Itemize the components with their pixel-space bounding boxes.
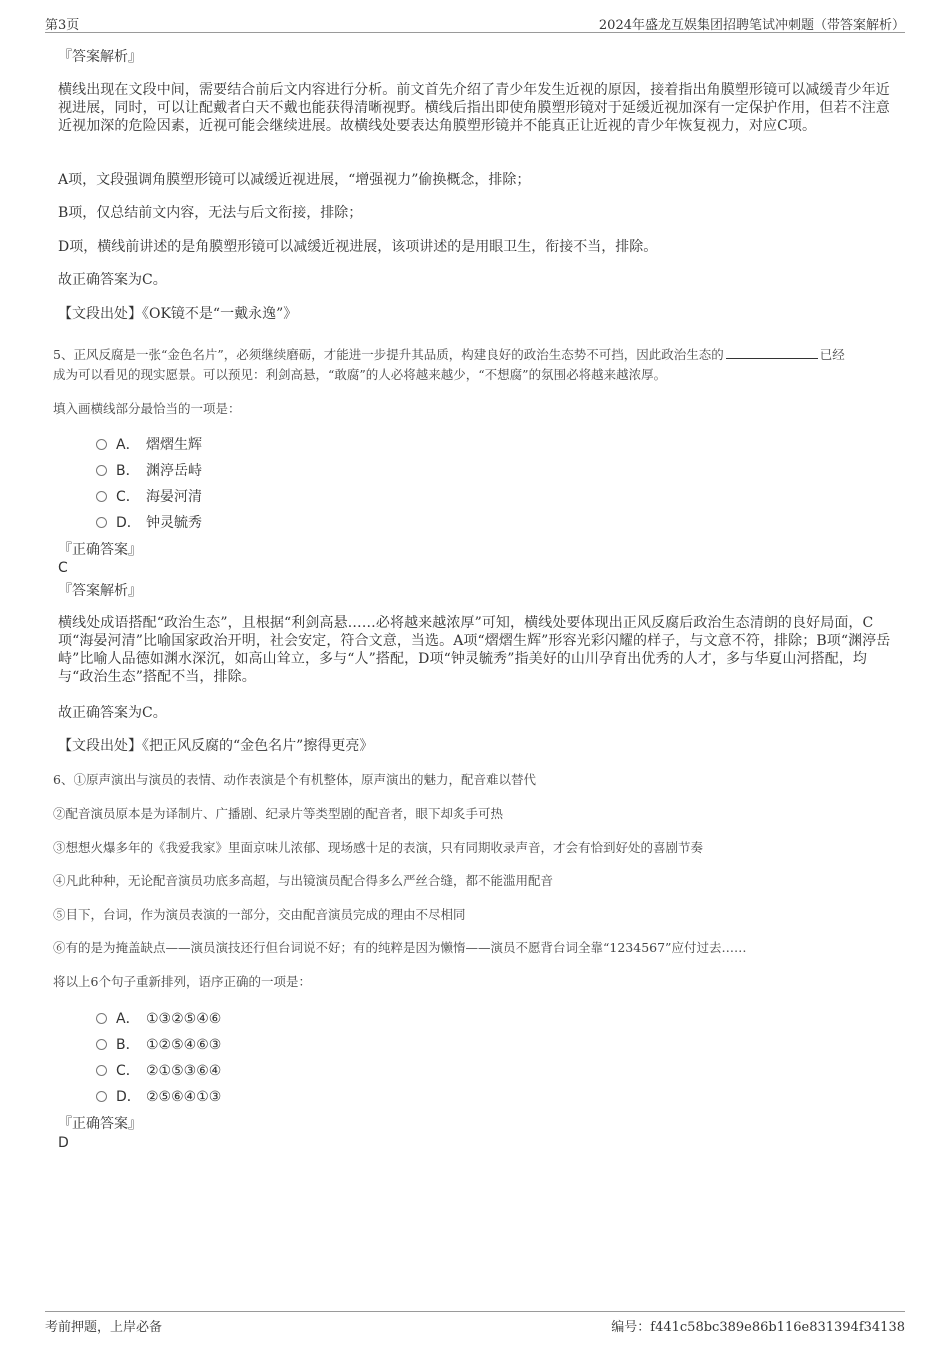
- radio-icon[interactable]: [96, 1091, 107, 1102]
- correct-answer-label: 『正确答案』: [58, 542, 142, 558]
- analysis-text: 横线处成语搭配“政治生态”，且根据“利剑高悬……必将越来越浓厚”可知，横线处要体现出正风反腐后政治生态清朗的良好局面，C项“海晏河清”比喻国家政治开明，社会安定，符合文意，当选。A项“熠熠生辉”形容光彩闪耀的样子，与文意不符，排除；B项“渊渟岳峙”比喻人品德如渊水深沉，如高山耸立，多与“人”搭配，D项“钟灵毓秀”指美好的山川孕育出优秀的人才，多与华夏山河搭配，均与“政治生态”搭配不当，排除。: [58, 615, 891, 685]
- document-serial: 编号：f441c58bc389e86b116e831394f34138: [611, 1320, 905, 1335]
- q5-option-b[interactable]: B． 渊渟岳峙: [96, 462, 202, 480]
- source-citation: 【文段出处】《OK镜不是“一戴永逸”》: [58, 306, 298, 322]
- radio-icon[interactable]: [96, 465, 107, 476]
- radio-icon[interactable]: [96, 1039, 107, 1050]
- page-number: 第3页: [45, 18, 80, 33]
- answer-blank: [726, 346, 818, 359]
- footer-slogan: 考前押题，上岸必备: [45, 1320, 163, 1335]
- question-6-sentence-2: ②配音演员原本是为译制片、广播剧、纪录片等类型剧的配音者，眼下却炙手可热: [53, 806, 504, 821]
- question-6-sentence-6: ⑥有的是为掩盖缺点——演员演技还行但台词说不好；有的纯粹是因为懒惰——演员不愿背台词全靠“1234567”应付过去……: [53, 940, 747, 955]
- radio-icon[interactable]: [96, 439, 107, 450]
- correct-answer: C: [58, 560, 68, 576]
- answer-conclusion: 故正确答案为C。: [58, 705, 167, 721]
- page-header: [45, 12, 905, 33]
- analysis-option-a: A项，文段强调角膜塑形镜可以减缓近视进展，“增强视力”偷换概念，排除；: [58, 172, 531, 188]
- correct-answer: D: [58, 1135, 69, 1151]
- q6-option-a[interactable]: A． ①③②⑤④⑥: [96, 1010, 221, 1028]
- question-6-sentence-5: ⑤目下，台词，作为演员表演的一部分，交由配音演员完成的理由不尽相同: [53, 907, 466, 922]
- q6-option-b[interactable]: B． ①②⑤④⑥③: [96, 1036, 221, 1054]
- radio-icon[interactable]: [96, 517, 107, 528]
- analysis-label: 『答案解析』: [58, 49, 142, 65]
- question-6-sentence-3: ③想想火爆多年的《我爱我家》里面京味儿浓郁、现场感十足的表演，只有同期收录声音，才会有恰到好处的喜剧节奏: [53, 840, 704, 855]
- page-footer: [45, 1311, 905, 1334]
- q5-option-c[interactable]: C． 海晏河清: [96, 488, 202, 506]
- question-6-sentence-1: 6、①原声演出与演员的表情、动作表演是个有机整体，原声演出的魅力，配音难以替代: [53, 772, 536, 787]
- source-citation: 【文段出处】《把正风反腐的“金色名片”擦得更亮》: [58, 738, 374, 754]
- q5-option-a[interactable]: A． 熠熠生辉: [96, 436, 202, 454]
- radio-icon[interactable]: [96, 1065, 107, 1076]
- correct-answer-label: 『正确答案』: [58, 1116, 142, 1132]
- analysis-label: 『答案解析』: [58, 583, 142, 599]
- radio-icon[interactable]: [96, 491, 107, 502]
- question-5-stem-after: 已经: [819, 347, 845, 362]
- question-6-prompt: 将以上6个句子重新排列，语序正确的一项是：: [53, 974, 311, 989]
- q6-option-c[interactable]: C． ②①⑤③⑥④: [96, 1062, 221, 1080]
- analysis-text: 横线出现在文段中间，需要结合前后文内容进行分析。前文首先介绍了青少年发生近视的原因，接着指出角膜塑形镜可以减缓青少年近视进展，同时，可以让配戴者白天不戴也能获得清晰视野。横线后指出即使角膜塑形镜对于延缓近视加深有一定保护作用，但若不注意近视加深的危险因素，近视可能会继续进展。故横线处要表达角膜塑形镜并不能真正让近视的青少年恢复视力，对应C项。: [58, 82, 890, 134]
- q5-option-d[interactable]: D． 钟灵毓秀: [96, 514, 202, 532]
- question-5-stem: [53, 345, 898, 385]
- analysis-option-b: B项，仅总结前文内容，无法与后文衔接，排除；: [58, 205, 363, 221]
- question-5-stem-before: 5、正风反腐是一张“金色名片”，必须继续磨砺，才能进一步提升其品质，构建良好的政治生态势不可挡，因此政治生态的: [53, 347, 724, 362]
- question-6-sentence-4: ④凡此种种，无论配音演员功底多高超，与出镜演员配合得多么严丝合缝，都不能滥用配音: [53, 873, 554, 888]
- question-5-stem-line2: 成为可以看见的现实愿景。可以预见：利剑高悬，“敢腐”的人必将越来越少，“不想腐”的氛围必将越来越浓厚。: [53, 367, 667, 382]
- radio-icon[interactable]: [96, 1013, 107, 1024]
- document-title: 2024年盛龙互娱集团招聘笔试冲刺题（带答案解析）: [598, 18, 905, 33]
- analysis-option-d: D项，横线前讲述的是角膜塑形镜可以减缓近视进展，该项讲述的是用眼卫生，衔接不当，排除。: [58, 239, 658, 255]
- q6-option-d[interactable]: D． ②⑤⑥④①③: [96, 1088, 221, 1106]
- question-5-prompt: 填入画横线部分最恰当的一项是：: [53, 401, 241, 416]
- answer-conclusion: 故正确答案为C。: [58, 272, 167, 288]
